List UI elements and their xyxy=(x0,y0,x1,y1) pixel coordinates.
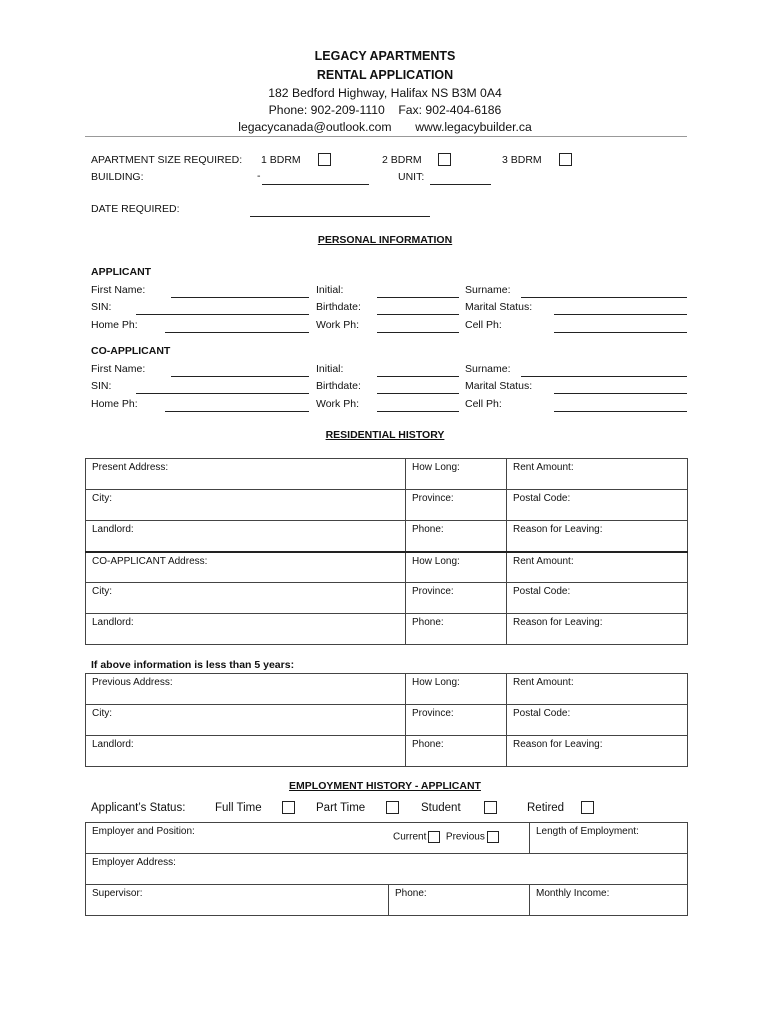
applicant-marital-label: Marital Status: xyxy=(465,301,533,313)
part-time-label: Part Time xyxy=(316,802,366,814)
reason-label: Reason for Leaving: xyxy=(513,524,603,535)
coapplicant-initial-label: Initial: xyxy=(316,363,344,375)
present-landlord-cell[interactable] xyxy=(86,521,406,552)
city-label: City: xyxy=(92,493,112,504)
applicant-initial-field[interactable] xyxy=(377,297,459,298)
apartment-size-label: APARTMENT SIZE REQUIRED: xyxy=(91,154,243,166)
phone-label: Phone: xyxy=(412,524,444,535)
postal-code-label: Postal Code: xyxy=(513,586,571,597)
reason-label: Reason for Leaving: xyxy=(513,617,603,628)
applicant-first-name-field[interactable] xyxy=(171,297,309,298)
city-label: City: xyxy=(92,586,112,597)
date-required-label: DATE REQUIRED: xyxy=(91,203,180,215)
applicant-surname-field[interactable] xyxy=(521,297,687,298)
previous-how-long-cell[interactable] xyxy=(406,674,507,705)
coapplicant-heading: CO-APPLICANT xyxy=(91,345,171,357)
full-time-label: Full Time xyxy=(215,802,262,814)
option-2-bdrm-checkbox[interactable] xyxy=(438,153,451,166)
present-address-table xyxy=(85,458,688,645)
applicant-first-name-label: First Name: xyxy=(91,284,146,296)
student-label: Student xyxy=(421,802,461,814)
coapplicant-address-label: CO-APPLICANT Address: xyxy=(92,555,208,567)
present-postal-cell[interactable] xyxy=(507,490,688,521)
header-divider xyxy=(85,136,687,137)
retired-label: Retired xyxy=(527,802,565,814)
employment-table xyxy=(85,822,688,916)
monthly-income-label: Monthly Income: xyxy=(536,888,610,899)
previous-phone-cell[interactable] xyxy=(406,736,507,767)
current-label: Current xyxy=(393,831,427,843)
coapplicant-initial-field[interactable] xyxy=(377,376,459,377)
coapplicant-sin-field[interactable] xyxy=(136,393,309,394)
option-2-bdrm-label: 2 BDRM xyxy=(382,154,422,166)
coapplicant-surname-label: Surname: xyxy=(465,363,511,375)
employment-history-heading: EMPLOYMENT HISTORY - APPLICANT xyxy=(289,780,481,792)
employer-address-label: Employer Address: xyxy=(92,857,176,868)
previous-reason-cell[interactable] xyxy=(507,736,688,767)
coapplicant-home-ph-field[interactable] xyxy=(165,411,309,412)
coapplicant-how-long-cell[interactable] xyxy=(406,552,507,583)
company-phone: Phone: 902-209-1110 xyxy=(268,103,385,117)
applicant-sin-field[interactable] xyxy=(136,314,309,315)
coapplicant-marital-field[interactable] xyxy=(554,393,687,394)
retired-checkbox[interactable] xyxy=(581,801,594,814)
rent-amount-label: Rent Amount: xyxy=(513,462,574,473)
present-province-cell[interactable] xyxy=(406,490,507,521)
present-how-long-cell[interactable] xyxy=(406,459,507,490)
present-rent-cell[interactable] xyxy=(507,459,688,490)
postal-code-label: Postal Code: xyxy=(513,493,571,504)
company-fax: Fax: 902-404-6186 xyxy=(398,103,502,117)
option-3-bdrm-checkbox[interactable] xyxy=(559,153,572,166)
previous-address-table xyxy=(85,673,688,767)
coapplicant-postal-cell[interactable] xyxy=(507,583,688,614)
applicant-home-ph-field[interactable] xyxy=(165,332,309,333)
applicant-home-ph-label: Home Ph: xyxy=(91,319,138,331)
landlord-label: Landlord: xyxy=(92,617,134,628)
previous-address-label: Previous Address: xyxy=(92,677,173,688)
form-title: RENTAL APPLICATION xyxy=(316,68,454,82)
student-checkbox[interactable] xyxy=(484,801,497,814)
company-website[interactable]: www.legacybuilder.ca xyxy=(415,120,532,134)
reason-label: Reason for Leaving: xyxy=(513,739,603,750)
previous-rent-cell[interactable] xyxy=(507,674,688,705)
previous-postal-cell[interactable] xyxy=(507,705,688,736)
phone-label: Phone: xyxy=(412,739,444,750)
web-line xyxy=(0,120,770,134)
coapplicant-cell-ph-label: Cell Ph: xyxy=(465,398,502,410)
applicant-heading: APPLICANT xyxy=(91,266,152,278)
how-long-label: How Long: xyxy=(412,677,460,688)
length-employment-cell[interactable] xyxy=(530,823,688,854)
coapplicant-work-ph-field[interactable] xyxy=(377,411,459,412)
supervisor-cell[interactable] xyxy=(86,885,389,916)
residential-history-heading: RESIDENTIAL HISTORY xyxy=(325,429,445,441)
current-checkbox[interactable] xyxy=(428,831,440,843)
applicant-sin-label: SIN: xyxy=(91,301,112,313)
coapplicant-city-cell[interactable] xyxy=(86,583,406,614)
length-employment-label: Length of Employment: xyxy=(536,826,639,837)
previous-checkbox[interactable] xyxy=(487,831,499,843)
part-time-checkbox[interactable] xyxy=(386,801,399,814)
coapplicant-reason-cell[interactable] xyxy=(507,614,688,645)
coapplicant-first-name-label: First Name: xyxy=(91,363,146,375)
coapplicant-phone-cell[interactable] xyxy=(406,614,507,645)
how-long-label: How Long: xyxy=(412,462,460,473)
date-required-field[interactable] xyxy=(250,216,430,217)
present-address-cell[interactable] xyxy=(86,459,406,490)
applicant-birthdate-field[interactable] xyxy=(377,314,459,315)
less-than-5-years-note: If above information is less than 5 years: xyxy=(91,659,295,671)
option-1-bdrm-label: 1 BDRM xyxy=(261,154,301,166)
province-label: Province: xyxy=(412,586,454,597)
coapplicant-landlord-cell[interactable] xyxy=(86,614,406,645)
province-label: Province: xyxy=(412,493,454,504)
coapplicant-home-ph-label: Home Ph: xyxy=(91,398,138,410)
present-city-cell[interactable] xyxy=(86,490,406,521)
coapplicant-birthdate-field[interactable] xyxy=(377,393,459,394)
employer-address-cell[interactable] xyxy=(86,854,688,885)
full-time-checkbox[interactable] xyxy=(282,801,295,814)
contact-line xyxy=(0,103,770,117)
phone-label: Phone: xyxy=(412,617,444,628)
applicant-initial-label: Initial: xyxy=(316,284,344,296)
company-email[interactable]: legacycanada@outlook.com xyxy=(238,120,392,134)
company-name: LEGACY APARTMENTS xyxy=(314,49,456,63)
current-previous-group xyxy=(393,831,499,843)
option-3-bdrm-label: 3 BDRM xyxy=(502,154,542,166)
coapplicant-rent-cell[interactable] xyxy=(507,552,688,583)
applicant-work-ph-field[interactable] xyxy=(377,332,459,333)
personal-info-heading: PERSONAL INFORMATION xyxy=(317,234,453,246)
postal-code-label: Postal Code: xyxy=(513,708,571,719)
coapplicant-work-ph-label: Work Ph: xyxy=(316,398,359,410)
applicant-work-ph-label: Work Ph: xyxy=(316,319,359,331)
previous-address-cell[interactable] xyxy=(86,674,406,705)
coapplicant-first-name-field[interactable] xyxy=(171,376,309,377)
coapplicant-address-cell[interactable] xyxy=(86,552,406,583)
rent-amount-label: Rent Amount: xyxy=(513,677,574,688)
previous-label: Previous xyxy=(445,831,485,843)
building-field[interactable] xyxy=(262,184,369,185)
coapplicant-marital-label: Marital Status: xyxy=(465,380,533,392)
present-phone-cell[interactable] xyxy=(406,521,507,552)
previous-landlord-cell[interactable] xyxy=(86,736,406,767)
employer-position-label: Employer and Position: xyxy=(92,826,195,837)
landlord-label: Landlord: xyxy=(92,524,134,535)
previous-province-cell[interactable] xyxy=(406,705,507,736)
province-label: Province: xyxy=(412,708,454,719)
employer-position-cell[interactable] xyxy=(86,823,530,854)
building-value: - xyxy=(257,170,261,182)
rent-amount-label: Rent Amount: xyxy=(513,555,574,567)
present-address-label: Present Address: xyxy=(92,462,169,473)
coapplicant-province-cell[interactable] xyxy=(406,583,507,614)
employer-phone-cell[interactable] xyxy=(389,885,530,916)
applicant-cell-ph-label: Cell Ph: xyxy=(465,319,502,331)
coapplicant-cell-ph-field[interactable] xyxy=(554,411,687,412)
coapplicant-birthdate-label: Birthdate: xyxy=(316,380,361,392)
monthly-income-cell[interactable] xyxy=(530,885,688,916)
applicant-status-label: Applicant’s Status: xyxy=(91,802,186,814)
present-reason-cell[interactable] xyxy=(507,521,688,552)
option-1-bdrm-checkbox[interactable] xyxy=(318,153,331,166)
company-address: 182 Bedford Highway, Halifax NS B3M 0A4 xyxy=(268,86,502,100)
city-label: City: xyxy=(92,708,112,719)
coapplicant-surname-field[interactable] xyxy=(521,376,687,377)
employer-phone-label: Phone: xyxy=(395,888,427,899)
applicant-marital-field[interactable] xyxy=(554,314,687,315)
building-label: BUILDING: xyxy=(91,171,144,183)
supervisor-label: Supervisor: xyxy=(92,888,143,899)
landlord-label: Landlord: xyxy=(92,739,134,750)
applicant-surname-label: Surname: xyxy=(465,284,511,296)
unit-label: UNIT: xyxy=(398,171,425,183)
applicant-cell-ph-field[interactable] xyxy=(554,332,687,333)
applicant-birthdate-label: Birthdate: xyxy=(316,301,361,313)
previous-city-cell[interactable] xyxy=(86,705,406,736)
how-long-label: How Long: xyxy=(412,555,460,567)
unit-field[interactable] xyxy=(430,184,491,185)
coapplicant-sin-label: SIN: xyxy=(91,380,112,392)
